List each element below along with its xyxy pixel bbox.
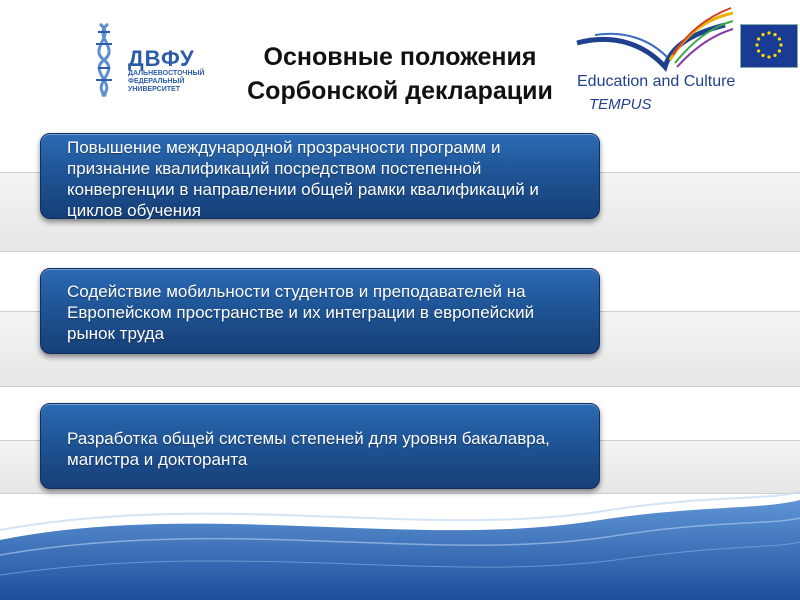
- page-title: [205, 40, 595, 108]
- eu-stars-icon: [741, 25, 797, 67]
- dvfu-logo-text: [128, 48, 204, 94]
- tempus-label: TEMPUS: [589, 96, 652, 113]
- dvfu-line2: ФЕДЕРАЛЬНЫЙ: [128, 78, 185, 85]
- dvfu-abbr: ДВФУ: [128, 46, 195, 71]
- decorative-waves: [0, 480, 800, 600]
- point-box-2: [40, 268, 600, 354]
- point-text-1: Повышение международной прозрачности программ и признание квалификаций посредством постепенной конвергенции в направлении общей рамки квалификаций и циклов обучения: [67, 138, 539, 220]
- point-box-3: [40, 403, 600, 489]
- dvfu-line3: УНИВЕРСИТЕТ: [128, 86, 180, 93]
- eu-flag-icon: [740, 24, 798, 68]
- point-text-2: Содействие мобильности студентов и преподавателей на Европейском пространстве и их интеграции в европейский рынок труда: [67, 282, 535, 343]
- point-box-1: [40, 133, 600, 219]
- title-line1: Основные положения: [263, 43, 537, 71]
- title-line2: Сорбонской декларации: [247, 77, 553, 105]
- point-text-3: Разработка общей системы степеней для уровня бакалавра, магистра и докторанта: [67, 429, 550, 469]
- education-culture-label: Education and Culture: [577, 73, 736, 90]
- dvfu-line1: ДАЛЬНЕВОСТОЧНЫЙ: [128, 70, 205, 77]
